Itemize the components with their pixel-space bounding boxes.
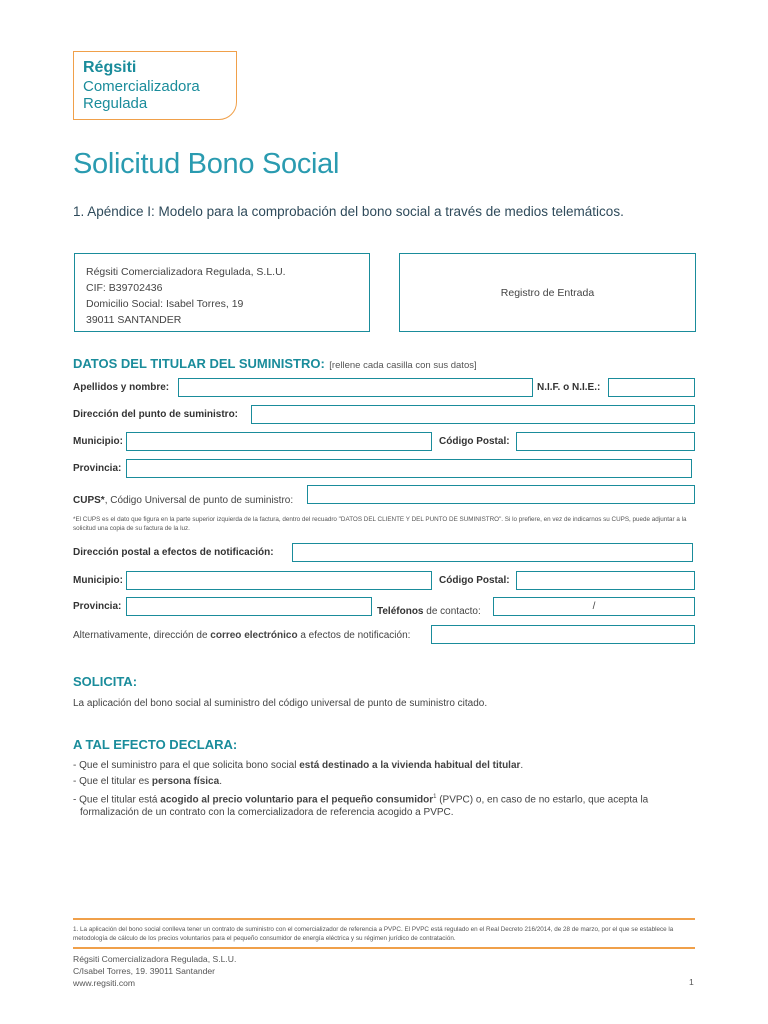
codigo-postal-input[interactable] — [516, 432, 695, 451]
logo-line2: Comercializadora — [83, 78, 200, 95]
address-line: Régsiti Comercializadora Regulada, S.L.U. — [86, 266, 286, 278]
footnote-marker: 1 — [433, 794, 437, 800]
declara-item-2-post: . — [219, 776, 222, 787]
email-label-pre: Alternativamente, dirección de — [73, 630, 211, 641]
declara-item-3 — [73, 794, 695, 805]
nif-input[interactable] — [608, 378, 695, 397]
telefonos-input[interactable] — [493, 597, 695, 616]
company-address-box — [74, 253, 370, 332]
declara-item-2-pre: - Que el titular es — [73, 776, 152, 787]
declara-heading: A TAL EFECTO DECLARA: — [73, 737, 238, 752]
address-line: 39011 SANTANDER — [86, 314, 182, 326]
provincia-notificacion-input[interactable] — [126, 597, 372, 616]
cups-label-rest: , Código Universal de punto de suministro: — [104, 495, 294, 506]
declara-item-3-post: (PVPC) o, en caso de no estarlo, que acepta la — [436, 794, 649, 806]
email-label — [73, 630, 410, 641]
registro-label: Registro de Entrada — [500, 286, 595, 299]
titular-hint: [rellene cada casilla con sus datos] — [329, 360, 477, 371]
footer-address — [73, 953, 236, 989]
municipio-notificacion-input[interactable] — [126, 571, 432, 590]
direccion-postal-label: Dirección postal a efectos de notificación: — [73, 547, 274, 558]
declara-item-1-pre: - Que el suministro para el que solicita bono social — [73, 760, 300, 771]
footer-website[interactable]: www.regsiti.com — [73, 978, 136, 988]
declara-item-1-post: . — [520, 760, 524, 771]
direccion-postal-input[interactable] — [292, 543, 693, 562]
titular-heading-text: DATOS DEL TITULAR DEL SUMINISTRO: — [73, 356, 325, 371]
declara-item-1-bold: está destinado a la vivienda habitual del titular — [299, 760, 521, 771]
email-label-bold: correo electrónico — [210, 630, 298, 641]
telefonos-label-rest: de contacto: — [423, 606, 481, 617]
declara-item-1 — [73, 760, 523, 771]
telefono-separator: / — [592, 601, 596, 612]
footer-line: Régsiti Comercializadora Regulada, S.L.U. — [73, 954, 237, 964]
declara-item-3-bold: acogido al precio voluntario para el pequeño consumidor — [160, 794, 434, 806]
codigo-postal-notificacion-label: Código Postal: — [439, 575, 510, 586]
email-label-post: a efectos de notificación: — [297, 630, 411, 641]
declara-item-2-bold: persona física — [151, 776, 220, 787]
nif-label: N.I.F. o N.I.E.: — [537, 382, 601, 393]
titular-heading — [73, 355, 477, 373]
apellidos-input[interactable] — [178, 378, 533, 397]
provincia-input[interactable] — [126, 459, 692, 478]
footnote-divider — [73, 918, 695, 920]
address-line: CIF: B39702436 — [86, 282, 163, 294]
declara-item-2 — [73, 776, 222, 787]
declara-item-3-pre: - Que el titular está — [73, 794, 161, 806]
declara-item-3-line2: formalización de un contrato con la comercializadora de referencia acogido a PVPC. — [80, 807, 454, 818]
footer-divider — [73, 947, 695, 949]
footnote-text: 1. La aplicación del bono social conlleva tener un contrato de suministro con el comercializador de referencia a PVPC. El PVPC está regulado en el Real Decreto 216/2014, de 28 de marzo, por el que se establece la metodología de cálculo de los precios voluntarios para el pequeño consumidor de energía eléctrica y su régimen jurídico de contratación. — [73, 926, 674, 942]
email-input[interactable] — [431, 625, 695, 644]
municipio-notificacion-label: Municipio: — [73, 575, 123, 586]
registro-entrada-box — [399, 253, 696, 332]
telefonos-label — [377, 601, 481, 619]
cups-label — [73, 490, 293, 508]
page-title: Solicitud Bono Social — [73, 148, 340, 180]
municipio-input[interactable] — [126, 432, 432, 451]
direccion-label: Dirección del punto de suministro: — [73, 409, 239, 420]
solicita-heading: SOLICITA: — [73, 674, 138, 689]
logo-line3: Regulada — [83, 95, 148, 112]
direccion-input[interactable] — [251, 405, 695, 424]
address-line: Domicilio Social: Isabel Torres, 19 — [86, 298, 244, 310]
apellidos-label: Apellidos y nombre: — [73, 382, 170, 393]
page-subtitle: 1. Apéndice I: Modelo para la comprobación del bono social a través de medios telemáticos. — [73, 204, 624, 219]
provincia-notificacion-label: Provincia: — [73, 601, 122, 612]
cups-note: *El CUPS es el dato que figura en la parte superior izquierda de la factura, dentro del recuadro "DATOS DEL CLIENTE Y DEL PUNTO DE SUMINISTRO". Si lo prefiere, en vez de indicarnos su CUPS, puede adjuntar a la solicitud una copia de su factura de la luz. — [73, 516, 687, 532]
codigo-postal-label: Código Postal: — [439, 436, 510, 447]
solicita-text: La aplicación del bono social al suministro del código universal de punto de suministro citado. — [73, 698, 488, 709]
telefonos-label-bold: Teléfonos — [377, 606, 424, 617]
provincia-label: Provincia: — [73, 463, 122, 474]
municipio-label: Municipio: — [73, 436, 123, 447]
cups-input[interactable] — [307, 485, 695, 504]
page-number: 1 — [689, 977, 694, 987]
logo-brand: Régsiti — [83, 59, 137, 76]
footer-line: C/Isabel Torres, 19. 39011 Santander — [73, 966, 216, 976]
company-logo — [73, 51, 237, 120]
codigo-postal-notificacion-input[interactable] — [516, 571, 695, 590]
cups-label-bold: CUPS* — [73, 495, 105, 506]
